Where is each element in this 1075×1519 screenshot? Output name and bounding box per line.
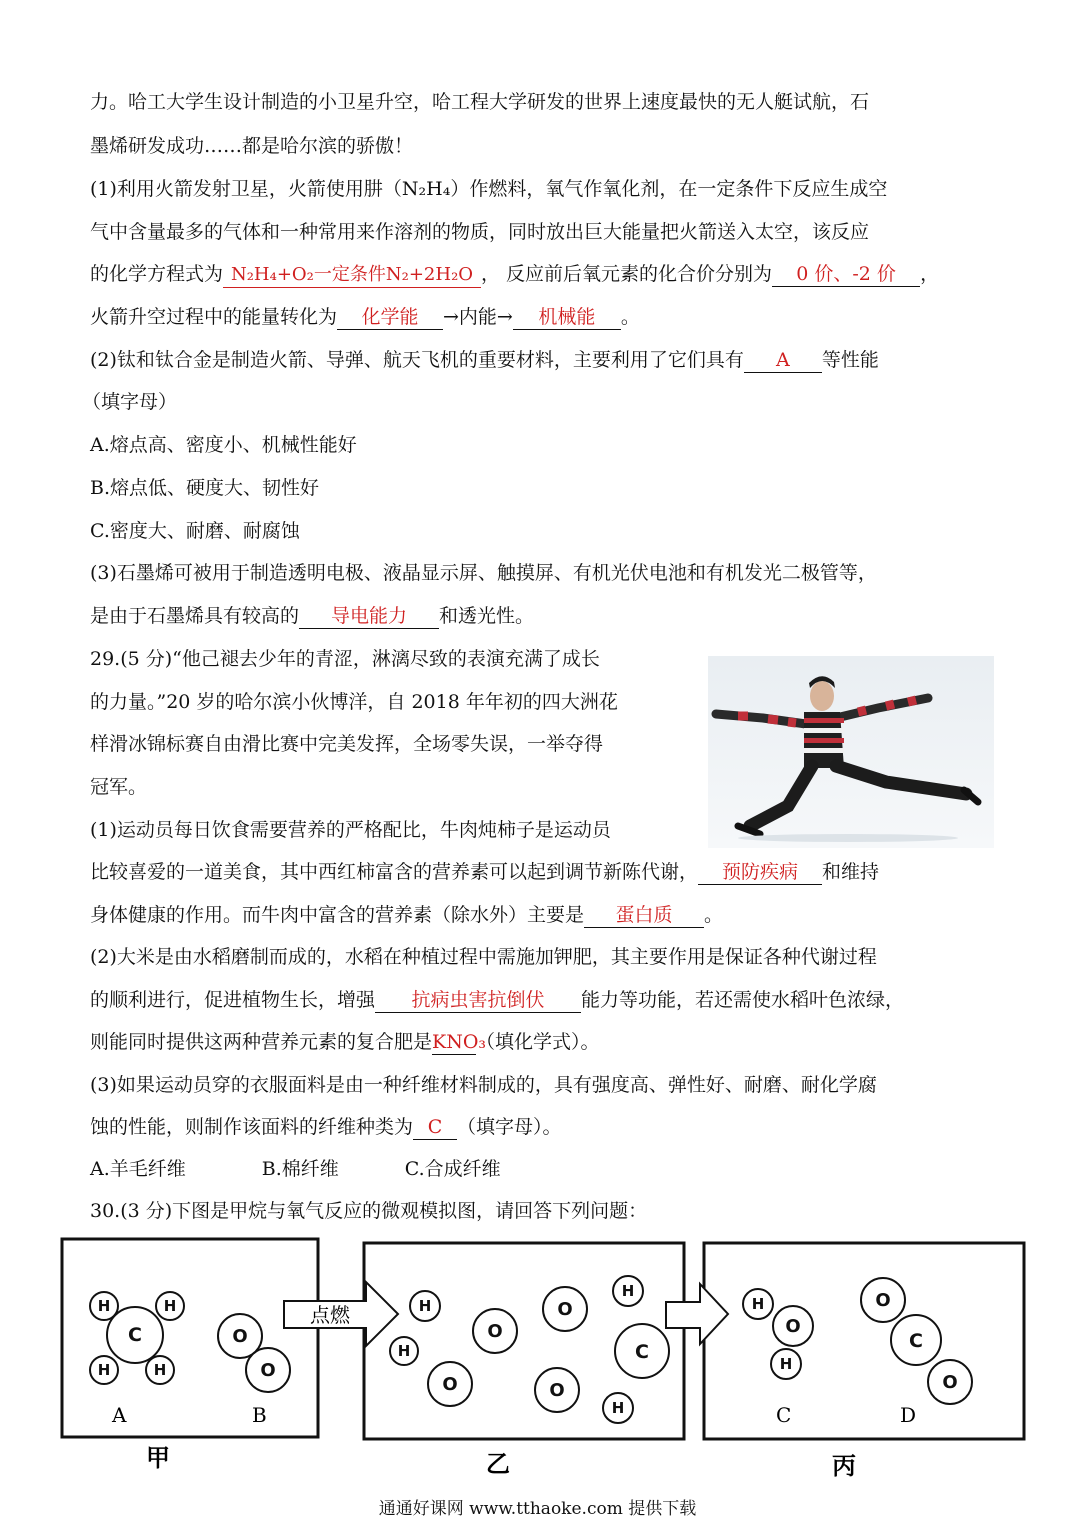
q29-3-answer: C <box>413 1115 457 1140</box>
label-c: C <box>776 1403 792 1427</box>
q28-2-option-c: C.密度大、耐磨、耐腐蚀 <box>90 520 300 542</box>
atom-o: O <box>260 1360 276 1381</box>
label-a: A <box>112 1403 127 1427</box>
q28-2-line-1 <box>90 348 879 373</box>
atom-c: C <box>635 1341 649 1363</box>
atom-h: H <box>779 1355 793 1373</box>
q29-3-option-b: B.棉纤维 <box>261 1158 339 1180</box>
q29-1-line-1: (1)运动员每日饮食需要营养的严格配比，牛肉炖柿子是运动员 <box>90 819 611 841</box>
q29-2-line-2-suffix: 能力等功能，若还需使水稻叶色浓绿， <box>581 989 905 1011</box>
q28-1-line-4-prefix: 火箭升空过程中的能量转化为 <box>90 306 338 328</box>
label-d: D <box>900 1403 917 1427</box>
q30-line-1: 30.(3 分)下图是甲烷与氧气反应的微观模拟图，请回答下列问题： <box>90 1200 648 1222</box>
q29-2-line-3-prefix: 则能同时提供这两种营养元素的复合肥是 <box>90 1031 433 1053</box>
q28-2-line-1-suffix: 等性能 <box>821 349 879 371</box>
atom-o: O <box>875 1290 891 1311</box>
q28-1-period: 。 <box>620 306 640 328</box>
q29-2-line-2 <box>90 988 904 1013</box>
q28-3-line-2-suffix: 和透光性。 <box>439 605 535 627</box>
q28-1-line-4 <box>90 305 640 330</box>
q29-1-answer-1: 预防疾病 <box>698 860 822 885</box>
q29-1-line-2-suffix: 和维持 <box>822 861 880 883</box>
q28-3-line-2 <box>90 604 534 629</box>
q29-3-options <box>90 1157 501 1181</box>
q28-1-energy-answer-2: 机械能 <box>513 305 621 330</box>
q29-line-1: 29.(5 分)“他己褪去少年的青涩，淋漓尽致的表演充满了成长 <box>90 648 600 670</box>
q28-1-valence-answer: 0 价、-2 价 <box>772 262 920 287</box>
q28-1-line-1: (1)利用火箭发射卫星，火箭使用肼（N₂H₄）作燃料，氧气作氧化剂，在一定条件下反应生成空 <box>90 178 888 200</box>
q28-2-answer: A <box>744 348 822 373</box>
box-bing <box>704 1243 1024 1439</box>
arrow-plain <box>666 1284 728 1344</box>
caption-bing: 丙 <box>832 1451 856 1480</box>
atom-o: O <box>442 1374 458 1395</box>
q29-2-line-2-prefix: 的顺利进行，促进植物生长，增强 <box>90 989 376 1011</box>
q29-line-4: 冠军。 <box>90 776 148 798</box>
q29-2-line-3-suffix: （填化学式）。 <box>476 1031 600 1053</box>
atom-h: H <box>153 1361 167 1379</box>
atom-o: O <box>487 1321 503 1342</box>
caption-jia: 甲 <box>146 1443 170 1472</box>
q29-3-option-a: A.羊毛纤维 <box>90 1158 186 1180</box>
atom-o: O <box>557 1299 573 1320</box>
q28-1-arrow: →内能→ <box>443 306 513 328</box>
q28-2-option-a: A.熔点高、密度小、机械性能好 <box>90 434 357 456</box>
q29-1-line-2-prefix: 比较喜爱的一道美食，其中西红柿富含的营养素可以起到调节新陈代谢， <box>90 861 699 883</box>
q29-2-line-3 <box>90 1030 600 1055</box>
q29-line-2: 的力量。”20 岁的哈尔滨小伙博洋，自 2018 年年初的四大洲花 <box>90 691 618 713</box>
q28-2-option-b: B.熔点低、硬度大、韧性好 <box>90 477 320 499</box>
q29-2-answer-1: 抗病虫害抗倒伏 <box>375 988 581 1013</box>
q28-3-line-2-prefix: 是由于石墨烯具有较高的 <box>90 605 300 627</box>
atom-o: O <box>549 1380 565 1401</box>
q29-1-answer-2: 蛋白质 <box>584 903 704 928</box>
label-b: B <box>252 1403 267 1427</box>
q28-1-line-3-prefix: 的化学方程式为 <box>90 263 224 285</box>
atom-o: O <box>942 1372 958 1393</box>
q29-3-line-1: (3)如果运动员穿的衣服面料是由一种纤维材料制成的，具有强度高、弹性好、耐磨、耐化学腐 <box>90 1074 877 1096</box>
q28-1-comma: ， <box>920 263 940 285</box>
caption-yi: 乙 <box>486 1449 510 1478</box>
atom-h: H <box>621 1282 635 1300</box>
q28-2-line-1-prefix: (2)钛和钛合金是制造火箭、导弹、航天飞机的重要材料，主要利用了它们具有 <box>90 349 744 371</box>
atom-h: H <box>97 1361 111 1379</box>
atom-h: H <box>397 1342 411 1360</box>
q28-1-line-3 <box>90 262 939 288</box>
page-footer: 通通好课网 www.tthaoke.com 提供下载 <box>378 1499 697 1519</box>
figure-skater-photo <box>708 656 994 848</box>
q29-3-line-2-suffix: （填字母）。 <box>457 1116 562 1138</box>
q29-1-line-3-suffix: 。 <box>704 904 724 926</box>
q28-1-line-2: 气中含量最多的气体和一种常用来作溶剂的物质，同时放出巨大能量把火箭送入太空，该反应 <box>90 221 870 243</box>
q29-1-line-3 <box>90 903 723 928</box>
atom-h: H <box>751 1295 765 1313</box>
atom-h: H <box>418 1297 432 1315</box>
methane-reaction-diagram <box>60 1236 1030 1486</box>
q29-1-line-3-prefix: 身体健康的作用。而牛肉中富含的营养素（除水外）主要是 <box>90 904 585 926</box>
atom-c: C <box>128 1324 142 1346</box>
q28-3-answer: 导电能力 <box>299 604 439 629</box>
atom-h: H <box>611 1399 625 1417</box>
q28-1-line-3-mid: ， 反应前后氧元素的化合价分别为 <box>481 263 773 285</box>
q28-1-equation-answer: N₂H₄+O₂一定条件N₂+2H₂O <box>223 263 481 288</box>
intro-line-1: 力。哈工大学生设计制造的小卫星升空，哈工程大学研发的世界上速度最快的无人艇试航，石 <box>90 91 870 113</box>
q29-2-answer-2: KNO₃ <box>432 1031 487 1053</box>
atom-h: H <box>163 1297 177 1315</box>
q29-3-option-c: C.合成纤维 <box>404 1158 501 1180</box>
q29-line-3: 样滑冰锦标赛自由滑比赛中完美发挥，全场零失误，一举夺得 <box>90 733 604 755</box>
q29-1-line-2 <box>90 860 879 885</box>
atom-o: O <box>232 1326 248 1347</box>
q29-3-line-2 <box>90 1115 562 1140</box>
q28-3-line-1: (3)石墨烯可被用于制造透明电极、液晶显示屏、触摸屏、有机光伏电池和有机发光二极管等， <box>90 562 877 584</box>
q28-2-line-2: （填字母） <box>82 391 178 413</box>
box-jia <box>62 1239 318 1437</box>
atom-c: C <box>909 1330 923 1352</box>
q28-1-energy-answer-1: 化学能 <box>337 305 443 330</box>
atom-h: H <box>97 1297 111 1315</box>
q29-2-line-1: (2)大米是由水稻磨制而成的，水稻在种植过程中需施加钾肥，其主要作用是保证各种代谢过程 <box>90 946 877 968</box>
ignite-label: 点燃 <box>310 1303 350 1327</box>
atom-o: O <box>785 1316 801 1337</box>
q29-3-line-2-prefix: 蚀的性能，则制作该面料的纤维种类为 <box>90 1116 414 1138</box>
intro-line-2: 墨烯研发成功……都是哈尔滨的骄傲！ <box>90 135 414 157</box>
